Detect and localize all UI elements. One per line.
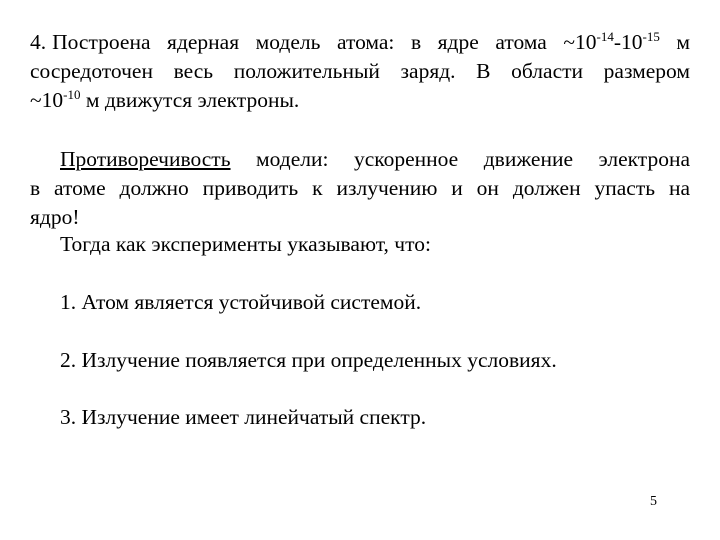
text-fragment: Построена ядерная модель атома: в ядре атома ~10: [52, 30, 597, 54]
paragraph-line: ядро!: [30, 205, 80, 229]
text-fragment: м движутся электроны.: [80, 88, 300, 112]
list-item: 3. Излучение имеет линейчатый спектр.: [60, 405, 427, 429]
text-fragment: м: [659, 30, 691, 54]
paragraph-line: [30, 230, 690, 259]
paragraph-nuclear-model: [30, 28, 690, 115]
paragraph-experiments: [30, 230, 690, 259]
text-fragment: Тогда как эксперименты указывают, что:: [60, 232, 431, 256]
paragraph-line: в атоме должно приводить к излучению и он должен упасть на: [30, 176, 690, 200]
list-item: 1. Атом является устойчивой системой.: [60, 290, 422, 314]
text-fragment: ~10: [30, 88, 64, 112]
exponent: -15: [642, 28, 660, 44]
paragraph-line: [30, 28, 690, 57]
paragraph-contradiction: [30, 145, 690, 232]
paragraph-line: сосредоточен весь положительный заряд. В области размером: [30, 59, 690, 83]
exponent: -10: [63, 86, 81, 102]
underlined-term: Противоречивость: [60, 147, 231, 171]
text-fragment: -10: [613, 30, 643, 54]
text-fragment: модели: ускоренное движение электрона: [230, 147, 690, 171]
paragraph-line: [30, 86, 690, 115]
page-number: 5: [650, 494, 657, 509]
exponent: -14: [596, 28, 614, 44]
item-number: 4.: [30, 30, 47, 54]
list-item: 2. Излучение появляется при определенных условиях.: [60, 348, 557, 372]
paragraph-line: [30, 145, 690, 174]
